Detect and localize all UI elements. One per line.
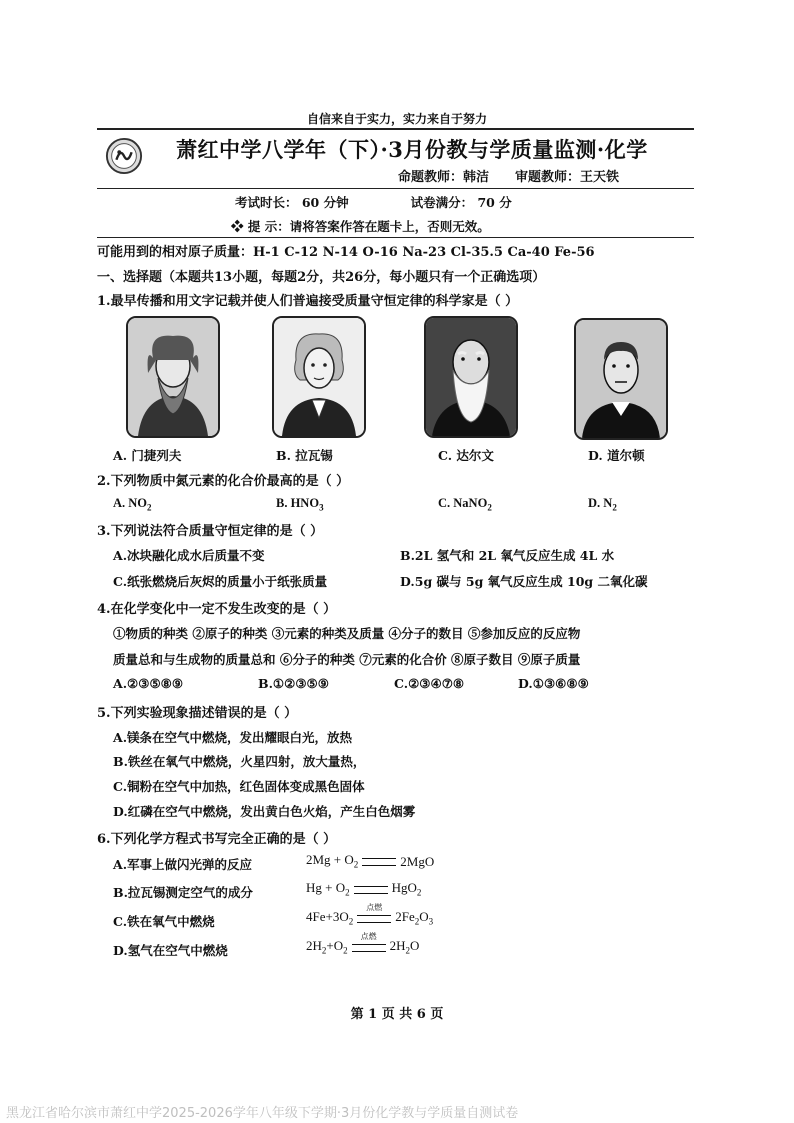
q5-option-d: D.红磷在空气中燃烧，发出黄白色火焰，产生白色烟雾: [113, 804, 416, 819]
portrait-c: [424, 316, 518, 438]
header-rule-bottom: [97, 237, 694, 238]
section-title: 一、选择题（本题共13小题，每题2分，共26分，每小题只有一个正确选项）: [97, 270, 546, 285]
q2-option-a: A. $NO_2$: [113, 496, 152, 513]
condition-ignite: 点燃: [360, 931, 377, 941]
q4-statement-line-1: ①物质的种类 ②原子的种类 ③元素的种类及质量 ④分子的数目 ⑤参加反应的反应物: [113, 626, 581, 641]
q4-statement-line-2: 质量总和与生成物的质量总和 ⑥分子的种类 ⑦元素的化合价 ⑧原子数目 ⑨原子质量: [113, 652, 581, 667]
exam-title: 萧红中学八学年（下）·3月份教与学质量监测·化学: [176, 137, 648, 162]
q6-option-d: D.氢气在空气中燃烧: [113, 943, 228, 958]
hint: ❖ 提 示：请将答案作答在题卡上，否则无效。: [231, 219, 490, 234]
q6-option-c: C.铁在氧气中燃烧: [113, 914, 215, 929]
exam-info: [235, 193, 512, 211]
q5-option-c: C.铜粉在空气中加热，红色固体变成黑色固体: [113, 779, 365, 794]
portrait-a: [126, 316, 220, 438]
question-3-stem: 3.下列说法符合质量守恒定律的是（ ）: [97, 524, 324, 539]
q6-equation-d: $2H_2+O_2$ 点燃 $2H_2O$: [306, 931, 420, 956]
portrait-d: [574, 318, 668, 440]
teacher-info: [398, 166, 619, 185]
duration: 考试时长： 60 分钟: [235, 195, 349, 210]
q6-option-a: A.军事上做闪光弹的反应: [113, 857, 253, 872]
question-2-stem: 2.下列物质中氮元素的化合价最高的是（ ）: [97, 474, 350, 489]
q3-option-c: C.纸张燃烧后灰烬的质量小于纸张质量: [113, 574, 328, 589]
q1-option-b: B. 拉瓦锡: [276, 448, 333, 463]
q2-option-b: B. $HNO_3$: [276, 496, 324, 513]
q1-option-a: A. 门捷列夫: [113, 448, 182, 463]
q4-option-d: D.①③⑥⑧⑨: [518, 676, 589, 691]
question-6-stem: 6.下列化学方程式书写完全正确的是（ ）: [97, 832, 337, 847]
q4-option-b: B.①②③⑤⑨: [258, 676, 329, 691]
header-rule-mid: [97, 188, 694, 189]
reaction-arrow-condition: [357, 902, 391, 923]
q1-option-d: D. 道尔顿: [588, 448, 645, 463]
header-rule-top: [97, 128, 694, 130]
q3-option-d: D.5g 碳与 5g 氧气反应生成 10g 二氧化碳: [400, 574, 648, 589]
q5-option-a: A.镁条在空气中燃烧，发出耀眼白光，放热: [113, 730, 353, 745]
q6-equation-a: $2Mg + O_2$ 2MgO: [306, 852, 435, 870]
reaction-arrow-condition: [352, 931, 386, 952]
q3-option-b: B.2L 氢气和 2L 氧气反应生成 4L 水: [400, 548, 615, 563]
q2-option-d: D. $N_2$: [588, 496, 617, 513]
q3-option-a: A.冰块融化成水后质量不变: [113, 548, 265, 563]
portrait-b: [272, 316, 366, 438]
q1-option-c: C. 达尔文: [438, 448, 494, 463]
q4-option-a: A.②③⑤⑧⑨: [113, 676, 184, 691]
atomic-masses: 可能用到的相对原子质量：H-1 C-12 N-14 O-16 Na-23 Cl-35.5 Ca-40 Fe-56: [97, 245, 595, 260]
condition-ignite: 点燃: [366, 902, 383, 912]
motto: 自信来自于实力，实力来自于努力: [306, 112, 487, 126]
page-number: 第 1 页 共 6 页: [350, 1007, 444, 1022]
equals-sign: [362, 858, 396, 866]
q6-equation-c: $4Fe+3O_2$ 点燃 $2Fe_2O_3$: [306, 902, 434, 927]
equals-sign: [354, 886, 388, 894]
watermark: 黑龙江省哈尔滨市萧红中学2025-2026学年八年级下学期·3月份化学教与学质量自测试卷: [6, 1106, 519, 1121]
question-1-stem: 1.最早传播和用文字记载并使人们普遍接受质量守恒定律的科学家是（ ）: [97, 294, 519, 309]
q2-option-c: C. NaNO$_2$: [438, 496, 492, 513]
full-score: 试卷满分： 70 分: [410, 195, 512, 210]
question-5-stem: 5.下列实验现象描述错误的是（ ）: [97, 706, 298, 721]
reviewer: 审题教师：王天铁: [515, 170, 620, 185]
q5-option-b: B.铁丝在氧气中燃烧，火星四射，放大量热，: [113, 754, 366, 769]
school-logo: [105, 137, 143, 175]
question-4-stem: 4.在化学变化中一定不发生改变的是（ ）: [97, 602, 337, 617]
setter: 命题教师：韩洁: [398, 170, 490, 185]
q6-option-b: B.拉瓦锡测定空气的成分: [113, 885, 253, 900]
q4-option-c: C.②③④⑦⑧: [394, 676, 465, 691]
q6-equation-b: $Hg + O_2$ HgO$_2$: [306, 880, 422, 898]
